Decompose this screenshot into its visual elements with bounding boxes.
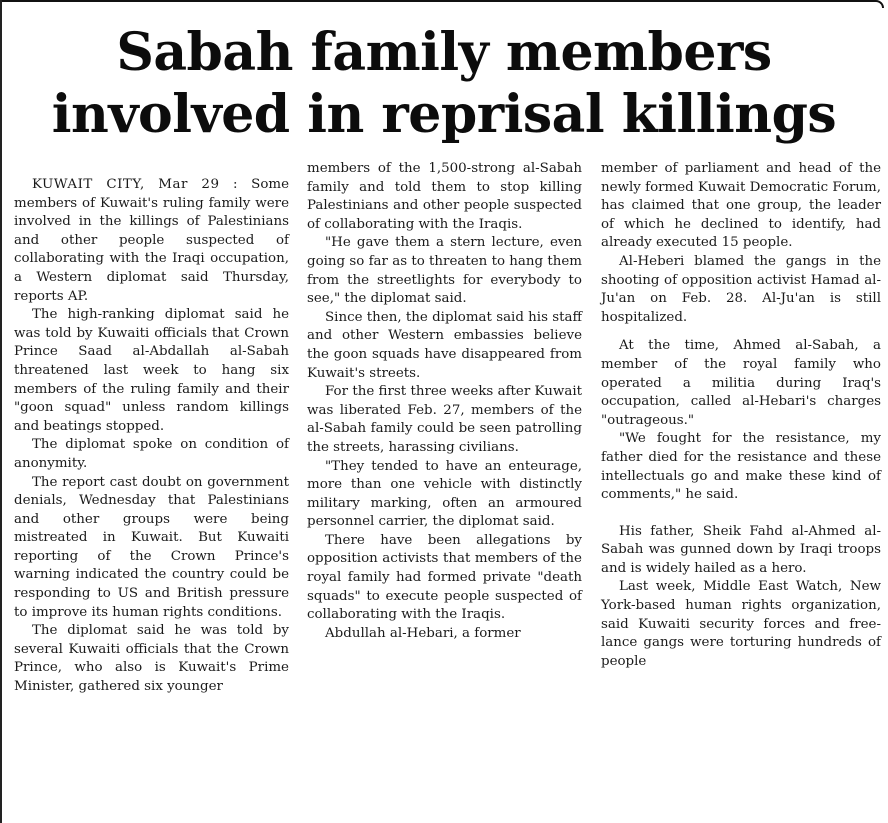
article-paragraph: For the first three weeks after Kuwait was liberated Feb. 27, members of the al-Sabah family could be seen patrolling the streets, harassing civilians. xyxy=(307,384,582,455)
article-paragraph: His father, Sheik Fahd al-Ahmed al-Sabah was gunned down by Iraqi troops and is widely hailed as a hero. xyxy=(601,523,881,576)
article-paragraph: members of the 1,500-strong al-Sabah family and told them to stop killing Palestinians and other people suspected of collaborating with the Iraqis. xyxy=(307,161,582,232)
article-paragraph: member of parliament and head of the newly formed Kuwait Democratic Forum, has claimed that one group, the leader of which he declined to identify, had already executed 15 people. xyxy=(601,161,882,251)
clipping-border-top xyxy=(0,0,884,8)
headline-line-2: involved in reprisal killings xyxy=(51,84,837,145)
article-paragraph: "They tended to have an enteurage, more than one vehicle with distinctly military marking, often an armoured personnel carrier, the diplomat said. xyxy=(307,458,582,530)
article-paragraph: Since then, the diplomat said his staff and other Western embassies believe the goon squads have disappeared from Kuwait's streets. xyxy=(307,309,582,381)
article-paragraph: There have been allegations by opposition activists that members of the royal family had formed private "death squads" to execute people suspected of collaborating with the Iraqis. xyxy=(307,532,582,623)
article-paragraph: The report cast doubt on government denials, Wednesday that Palestinians and other groups were being mistreated in Kuwait. But Kuwaiti reporting of the Crown Prince's warning indicated the country could be responding to US and British pressure to improve its human rights conditions. xyxy=(14,474,289,620)
article-paragraph: "He gave them a stern lecture, even going so far as to threaten to hang them from the streetlights for everybody to see," the diplomat said. xyxy=(307,235,582,307)
article-column-1 xyxy=(14,176,289,697)
article-paragraph: "We fought for the resistance, my father died for the resistance and these intellectuals go and make these kind of comments," he said. xyxy=(601,431,881,503)
article-column-2 xyxy=(307,160,582,643)
article-paragraph: The diplomat said he was told by several Kuwaiti officials that the Crown Prince, who also is Kuwait's Prime Minister, gathered six younger xyxy=(14,623,289,695)
article-column-3 xyxy=(601,160,881,671)
article-paragraph: The diplomat spoke on condition of anonymity. xyxy=(14,437,289,471)
headline-line-1: Sabah family members xyxy=(116,22,772,83)
article-paragraph: Last week, Middle East Watch, New York-based human rights organization, said Kuwaiti security forces and free-lance gangs were torturing hundreds of people xyxy=(601,579,881,669)
headline xyxy=(0,22,888,146)
article-paragraph: Al-Heberi blamed the gangs in the shooting of opposition activist Hamad al-Ju'an on Feb. 28. Al-Ju'an is still hospitalized. xyxy=(601,253,881,325)
article-paragraph: Abdullah al-Hebari, a former xyxy=(325,625,521,641)
article-paragraph: KUWAIT CITY, Mar 29 : Some members of Kuwait's ruling family were involved in the killings of Palestinians and other people suspected of collaborating with the Iraqi occupation, a Western diplomat said Thursday, reports AP. xyxy=(14,177,289,304)
article-paragraph: The high-ranking diplomat said he was told by Kuwaiti officials that Crown Prince Saad al-Abdallah al-Sabah threatened last week to hang six members of the ruling family and their "goon squad" unless random killings and beatings stopped. xyxy=(14,307,289,434)
dateline: KUWAIT CITY, Mar 29 : xyxy=(32,177,239,192)
article-paragraph: At the time, Ahmed al-Sabah, a member of the royal family who operated a militia during Iraq's occupation, called al-Hebari's charges "outrageous." xyxy=(601,338,881,428)
